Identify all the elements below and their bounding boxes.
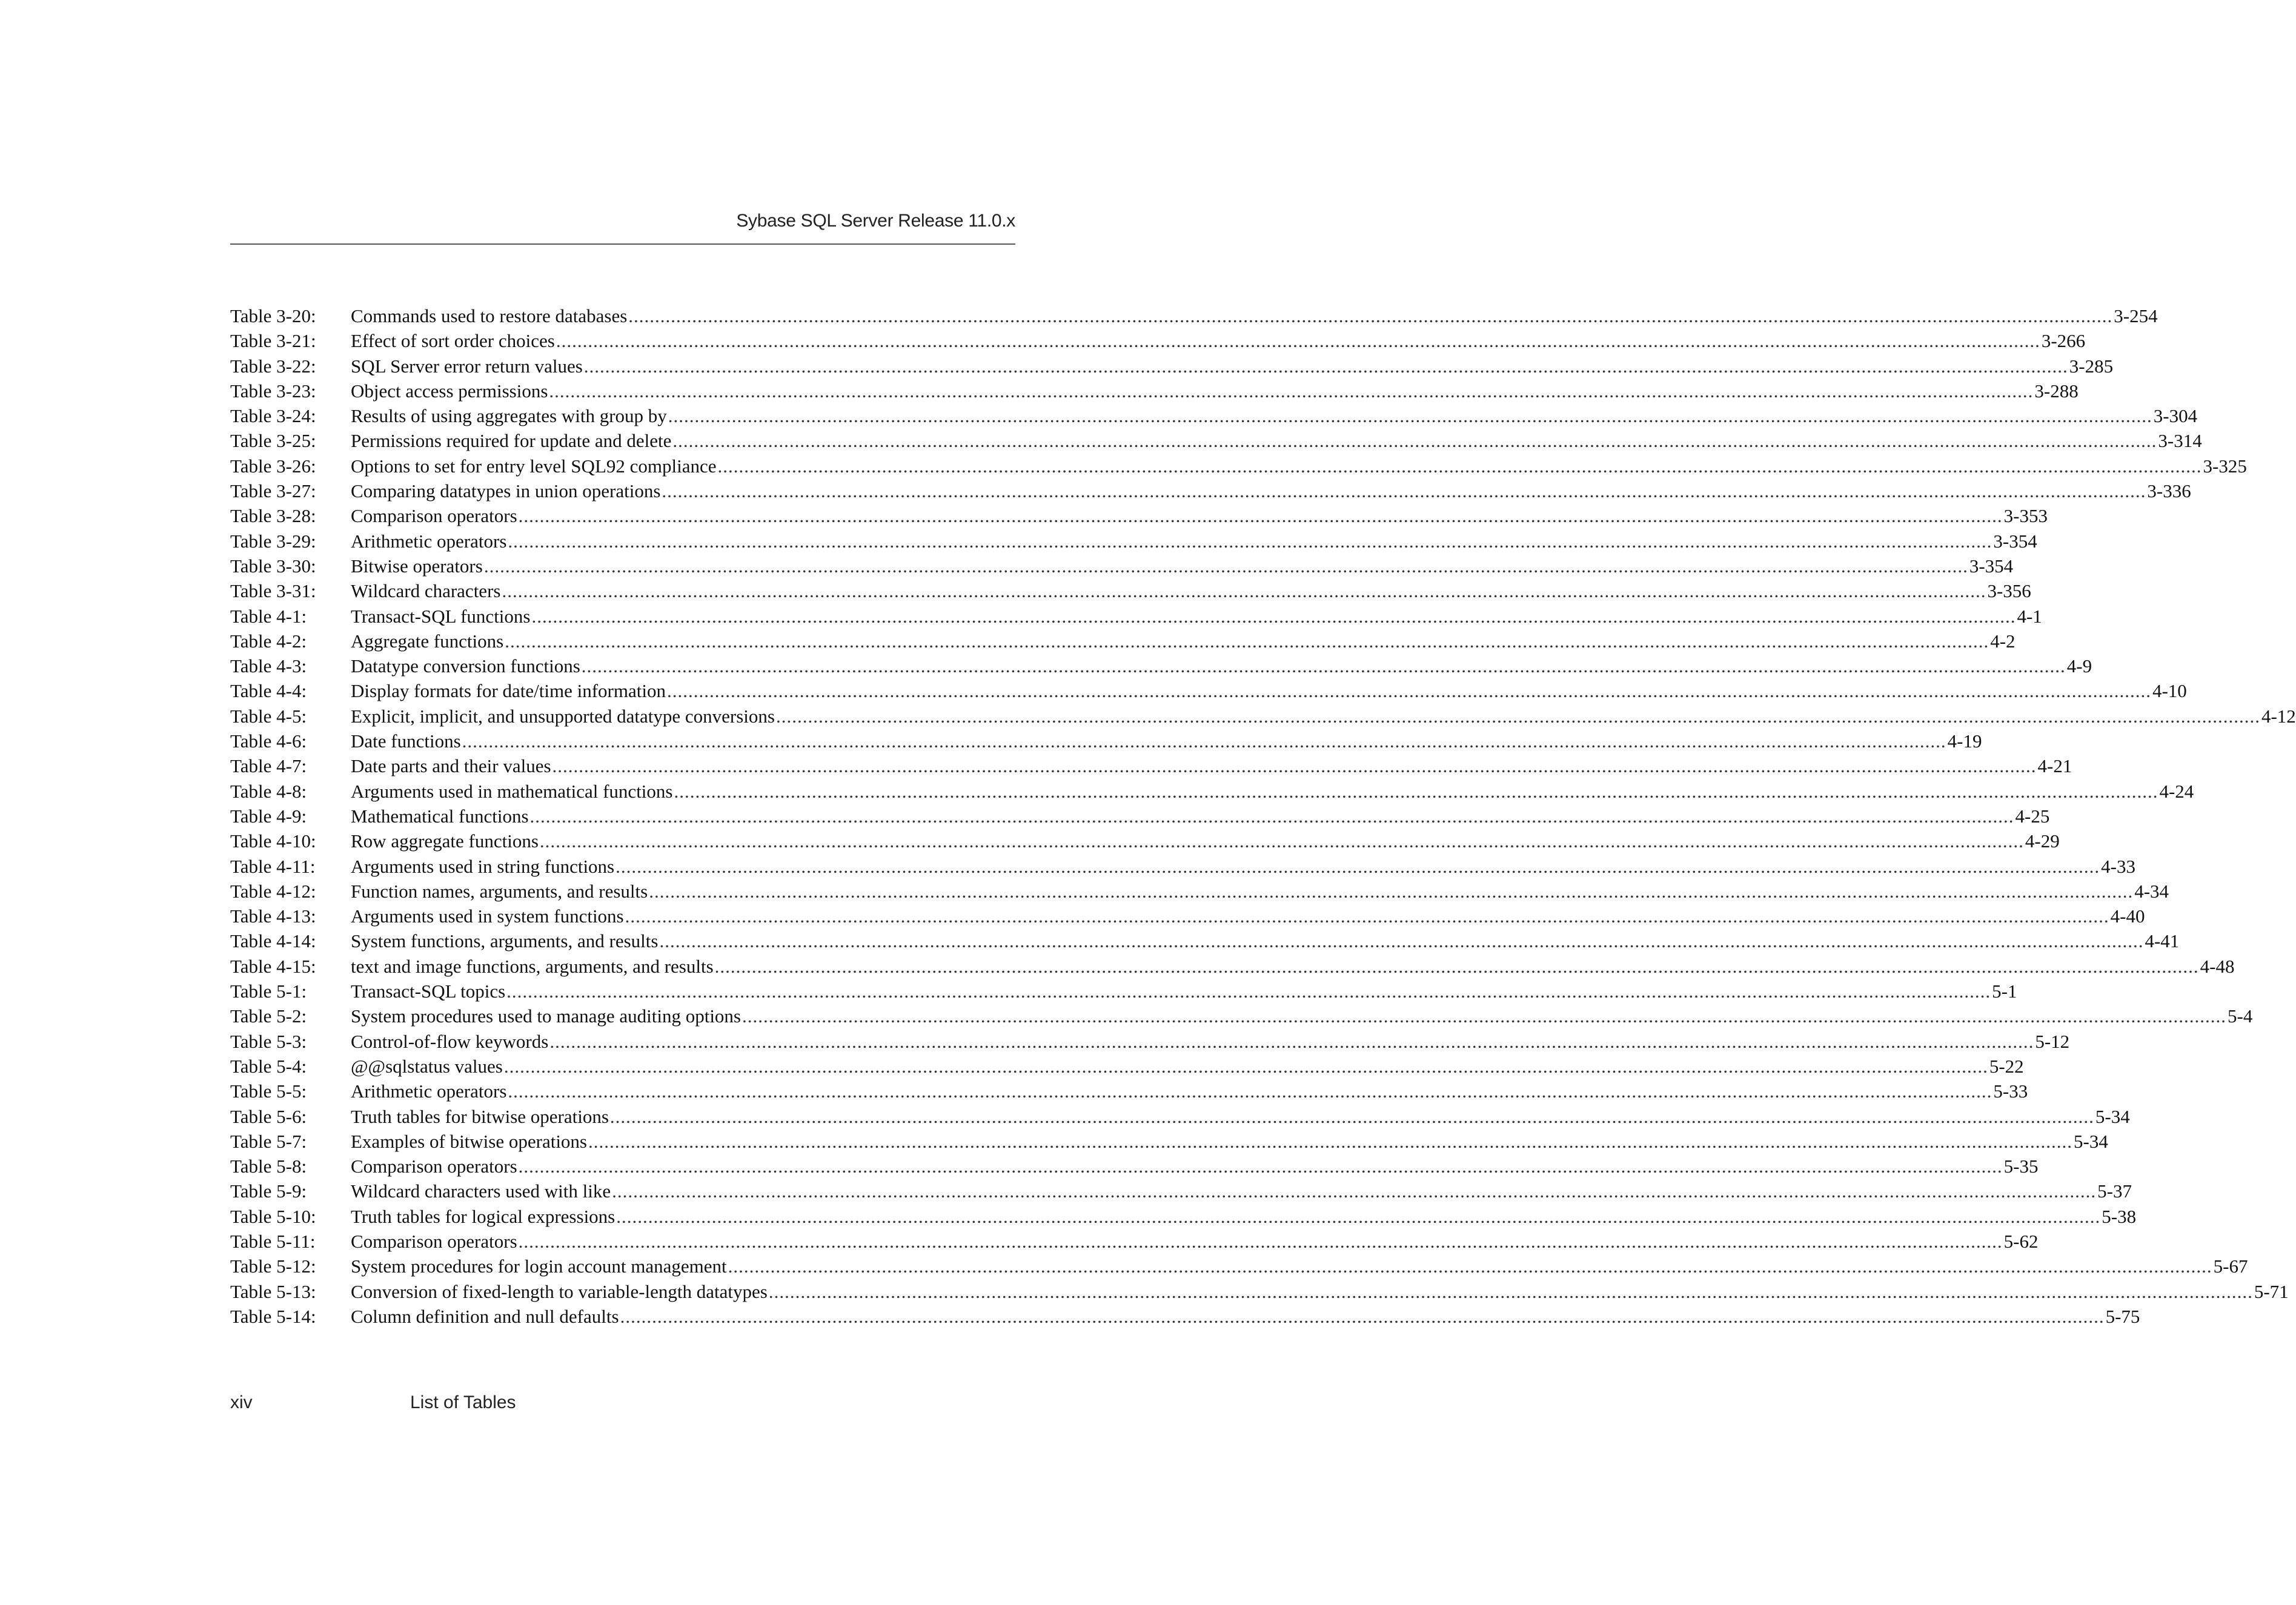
toc-entry[interactable]	[230, 604, 2042, 629]
toc-entry-title: Arguments used in system functions	[351, 905, 624, 927]
toc-entry-title: Arithmetic operators	[351, 530, 507, 552]
toc-entry-page: 3-288	[2034, 380, 2079, 402]
toc-entry-title: Control-of-flow keywords	[351, 1030, 549, 1052]
toc-entry-page: 5-67	[2213, 1256, 2248, 1277]
toc-entry-title: Arguments used in string functions	[351, 855, 615, 877]
toc-entry[interactable]	[230, 854, 2135, 879]
toc-entry-title: Row aggregate functions	[351, 830, 539, 852]
toc-entry-page: 4-34	[2134, 880, 2169, 902]
dot-leader	[649, 879, 2133, 904]
toc-entry-label: Table 5-10:	[230, 1205, 316, 1227]
dot-leader	[776, 704, 2260, 729]
dot-leader	[462, 729, 1946, 753]
dot-leader	[662, 478, 2146, 503]
toc-entry-label: Table 4-10:	[230, 830, 316, 852]
toc-entry-label: Table 3-25:	[230, 430, 316, 452]
toc-entry-page: 3-285	[2069, 355, 2114, 377]
toc-entry-title: Comparing datatypes in union operations	[351, 480, 661, 502]
toc-entry-label: Table 3-31:	[230, 580, 316, 602]
toc-entry-label: Table 4-13:	[230, 905, 316, 927]
toc-entry-title: Function names, arguments, and results	[351, 880, 648, 902]
running-header: Sybase SQL Server Release 11.0.x	[736, 211, 1015, 231]
toc-entry-title: Comparison operators	[351, 1230, 517, 1252]
toc-entry-label: Table 4-5:	[230, 705, 307, 727]
dot-leader	[668, 403, 2152, 428]
dot-leader	[530, 804, 2014, 829]
toc-entry-title: Effect of sort order choices	[351, 330, 555, 352]
toc-entry-title: System procedures for login account management	[351, 1256, 727, 1277]
toc-entry-title: Comparison operators	[351, 505, 517, 527]
dot-leader	[625, 904, 2109, 928]
toc-entry-page: 5-75	[2105, 1305, 2140, 1327]
toc-entry[interactable]	[230, 779, 2194, 804]
toc-entry-title: text and image functions, arguments, and results	[351, 955, 714, 977]
toc-entry-page: 3-314	[2158, 430, 2202, 452]
dot-leader	[616, 1204, 2100, 1229]
toc-entry-title: Wildcard characters	[351, 580, 501, 602]
toc-entry-title: Datatype conversion functions	[351, 655, 580, 677]
dot-leader	[672, 428, 2157, 453]
toc-entry-title: Truth tables for logical expressions	[351, 1205, 615, 1227]
toc-entry-title: Transact-SQL topics	[351, 981, 506, 1002]
toc-entry[interactable]	[230, 928, 2180, 953]
dot-leader	[556, 328, 2040, 353]
dot-leader	[674, 779, 2158, 804]
toc-entry[interactable]	[230, 678, 2187, 703]
toc-entry[interactable]	[230, 1104, 2130, 1129]
toc-entry-label: Table 3-30:	[230, 555, 316, 577]
toc-entry-page: 5-38	[2102, 1205, 2137, 1227]
toc-entry[interactable]	[230, 503, 2048, 528]
toc-entry-label: Table 5-5:	[230, 1080, 307, 1102]
toc-entry[interactable]	[230, 403, 2198, 428]
toc-entry-page: 5-34	[2095, 1105, 2130, 1127]
toc-entry-title: Column definition and null defaults	[351, 1305, 619, 1327]
toc-entry-title: Transact-SQL functions	[351, 605, 531, 627]
dot-leader	[667, 678, 2151, 703]
dot-leader	[620, 1304, 2105, 1329]
toc-entry-label: Table 3-21:	[230, 330, 316, 352]
header-rule	[230, 243, 1015, 245]
toc-entry-title: Explicit, implicit, and unsupported datatype conversions	[351, 705, 775, 727]
toc-entry[interactable]	[230, 979, 2017, 1004]
dot-leader	[549, 1029, 2034, 1054]
toc-entry-page: 5-33	[1993, 1080, 2028, 1102]
toc-entry-title: System functions, arguments, and results	[351, 930, 659, 952]
toc-entry-title: System procedures used to manage auditing options	[351, 1005, 741, 1027]
dot-leader	[769, 1279, 2253, 1304]
toc-entry[interactable]	[230, 1254, 2248, 1279]
toc-entry-label: Table 5-9:	[230, 1180, 307, 1202]
toc-entry-page: 5-1	[1992, 981, 2017, 1002]
toc-entry-label: Table 4-7:	[230, 755, 307, 777]
toc-entry-page: 5-12	[2035, 1030, 2070, 1052]
toc-entry-label: Table 4-6:	[230, 730, 307, 752]
toc-entry[interactable]	[230, 753, 2072, 778]
toc-entry-title: Wildcard characters used with like	[351, 1180, 611, 1202]
toc-entry-title: Comparison operators	[351, 1156, 517, 1177]
toc-entry[interactable]	[230, 454, 2247, 478]
toc-entry[interactable]	[230, 1079, 2028, 1104]
toc-entry-title: Options to set for entry level SQL92 compliance	[351, 455, 717, 477]
toc-entry-page: 3-254	[2114, 305, 2158, 326]
toc-entry-label: Table 3-20:	[230, 305, 316, 326]
toc-entry-label: Table 3-28:	[230, 505, 316, 527]
toc-entry-page: 4-10	[2152, 680, 2187, 702]
dot-leader	[540, 829, 2024, 853]
toc-entry-label: Table 3-24:	[230, 405, 316, 427]
dot-leader	[628, 303, 2112, 328]
dot-leader	[659, 928, 2143, 953]
toc-entry-page: 5-34	[2074, 1130, 2108, 1152]
dot-leader	[506, 979, 1991, 1004]
toc-entry[interactable]	[230, 1129, 2108, 1154]
toc-entry-title: Bitwise operators	[351, 555, 483, 577]
toc-entry[interactable]	[230, 428, 2202, 453]
toc-entry[interactable]	[230, 1179, 2132, 1203]
toc-entry[interactable]	[230, 729, 1982, 753]
toc-entry[interactable]	[230, 704, 2296, 729]
toc-entry-page: 4-2	[1990, 630, 2016, 652]
toc-entry-label: Table 5-12:	[230, 1256, 316, 1277]
toc-entry-page: 4-12	[2261, 705, 2296, 727]
toc-entry-page: 4-9	[2066, 655, 2092, 677]
toc-entry-page: 3-336	[2147, 480, 2191, 502]
dot-leader	[615, 854, 2100, 879]
toc-entry-title: Arguments used in mathematical functions	[351, 780, 673, 802]
toc-entry-page: 5-22	[1989, 1055, 2024, 1077]
toc-entry-title: @@sqlstatus values	[351, 1055, 503, 1077]
toc-entry-page: 4-19	[1947, 730, 1982, 752]
toc-entry-label: Table 4-8:	[230, 780, 307, 802]
dot-leader	[502, 578, 1986, 603]
toc-entry-label: Table 4-4:	[230, 680, 307, 702]
toc-entry[interactable]	[230, 1004, 2253, 1028]
toc-entry-page: 5-62	[2003, 1230, 2039, 1252]
toc-entry[interactable]	[230, 354, 2114, 379]
toc-entry[interactable]	[230, 303, 2158, 328]
toc-entry-label: Table 3-29:	[230, 530, 316, 552]
dot-leader	[582, 654, 2066, 678]
toc-entry-label: Table 5-4:	[230, 1055, 307, 1077]
footer-section-title: List of Tables	[410, 1392, 516, 1412]
toc-entry-page: 5-4	[2228, 1005, 2253, 1027]
dot-leader	[484, 554, 1968, 578]
toc-entry-page: 4-1	[2017, 605, 2042, 627]
dot-leader	[715, 954, 2199, 979]
toc-entry-label: Table 5-8:	[230, 1156, 307, 1177]
toc-entry[interactable]	[230, 578, 2031, 603]
toc-entry[interactable]	[230, 629, 2016, 654]
toc-entry-page: 3-325	[2203, 455, 2247, 477]
toc-entry-label: Table 3-27:	[230, 480, 316, 502]
toc-entry[interactable]	[230, 829, 2060, 853]
toc-entry[interactable]	[230, 1154, 2039, 1179]
toc-entry-page: 4-25	[2015, 805, 2050, 827]
toc-entry-title: Aggregate functions	[351, 630, 504, 652]
toc-entry-label: Table 4-1:	[230, 605, 307, 627]
toc-entry-page: 3-266	[2041, 330, 2086, 352]
toc-entry[interactable]	[230, 1054, 2024, 1079]
toc-entry-label: Table 4-12:	[230, 880, 316, 902]
toc-entry-label: Table 3-22:	[230, 355, 316, 377]
toc-entry-label: Table 4-9:	[230, 805, 307, 827]
dot-leader	[505, 629, 1989, 654]
dot-leader	[519, 503, 2003, 528]
dot-leader	[742, 1004, 2226, 1028]
toc-entry[interactable]	[230, 478, 2191, 503]
toc-entry[interactable]	[230, 1279, 2289, 1304]
toc-entry-label: Table 5-14:	[230, 1305, 316, 1327]
toc-entry[interactable]	[230, 554, 2014, 578]
toc-entry-title: Examples of bitwise operations	[351, 1130, 587, 1152]
toc-entry[interactable]	[230, 804, 2050, 829]
toc-entry-label: Table 4-3:	[230, 655, 307, 677]
toc-entry-title: Mathematical functions	[351, 805, 529, 827]
toc-entry[interactable]	[230, 1304, 2140, 1329]
toc-entry-page: 5-35	[2003, 1156, 2039, 1177]
toc-entry[interactable]	[230, 654, 2092, 678]
toc-entry-page: 4-48	[2200, 955, 2235, 977]
dot-leader	[610, 1104, 2094, 1129]
toc-entry-page: 4-24	[2159, 780, 2194, 802]
dot-leader	[508, 1079, 1992, 1104]
toc-entry-label: Table 5-6:	[230, 1105, 307, 1127]
toc-entry-label: Table 5-11:	[230, 1230, 316, 1252]
toc-entry[interactable]	[230, 1229, 2039, 1254]
toc-entry-title: Date functions	[351, 730, 461, 752]
dot-leader	[508, 529, 1992, 554]
toc-entry-page: 3-356	[1987, 580, 2031, 602]
toc-entry-page: 4-40	[2110, 905, 2145, 927]
dot-leader	[728, 1254, 2212, 1279]
toc-entry-title: Results of using aggregates with group by	[351, 405, 667, 427]
dot-leader	[504, 1054, 1988, 1079]
toc-entry[interactable]	[230, 328, 2086, 353]
toc-entry-label: Table 4-15:	[230, 955, 316, 977]
toc-entry-label: Table 5-3:	[230, 1030, 307, 1052]
toc-entry[interactable]	[230, 1029, 2070, 1054]
toc-entry-label: Table 3-23:	[230, 380, 316, 402]
dot-leader	[519, 1154, 2003, 1179]
toc-entry-page: 3-353	[2003, 505, 2048, 527]
toc-entry-page: 3-354	[1969, 555, 2014, 577]
toc-entry[interactable]	[230, 879, 2169, 904]
toc-entry-label: Table 4-14:	[230, 930, 316, 952]
toc-entry-label: Table 5-2:	[230, 1005, 307, 1027]
toc-entry-title: Date parts and their values	[351, 755, 551, 777]
dot-leader	[552, 753, 2037, 778]
toc-entry[interactable]	[230, 379, 2079, 403]
toc-entry-label: Table 5-7:	[230, 1130, 307, 1152]
toc-entry-title: Display formats for date/time information	[351, 680, 666, 702]
toc-entry-title: Arithmetic operators	[351, 1080, 507, 1102]
toc-entry-page: 4-21	[2037, 755, 2072, 777]
toc-entry[interactable]	[230, 529, 2037, 554]
dot-leader	[718, 454, 2202, 478]
dot-leader	[584, 354, 2068, 379]
toc-entry-title: SQL Server error return values	[351, 355, 583, 377]
toc-entry-page: 5-37	[2097, 1180, 2132, 1202]
dot-leader	[588, 1129, 2072, 1154]
toc-entry-page: 3-304	[2153, 405, 2198, 427]
toc-entry-page: 4-41	[2145, 930, 2180, 952]
toc-entry-label: Table 5-1:	[230, 981, 307, 1002]
toc-entry-label: Table 5-13:	[230, 1280, 316, 1302]
toc-entry[interactable]	[230, 954, 2235, 979]
toc-entry-title: Commands used to restore databases	[351, 305, 628, 326]
toc-entry-title: Truth tables for bitwise operations	[351, 1105, 609, 1127]
toc-entry-label: Table 4-11:	[230, 855, 316, 877]
toc-entry[interactable]	[230, 1204, 2137, 1229]
toc-entry[interactable]	[230, 904, 2145, 928]
toc-entry-title: Conversion of fixed-length to variable-length datatypes	[351, 1280, 768, 1302]
dot-leader	[531, 604, 2016, 629]
list-of-tables	[230, 303, 2296, 1329]
toc-entry-title: Permissions required for update and delete	[351, 430, 672, 452]
toc-entry-title: Object access permissions	[351, 380, 548, 402]
toc-entry-label: Table 3-26:	[230, 455, 316, 477]
dot-leader	[549, 379, 2033, 403]
toc-entry-page: 3-354	[1993, 530, 2037, 552]
toc-entry-page: 4-33	[2101, 855, 2135, 877]
toc-entry-page: 4-29	[2025, 830, 2060, 852]
toc-entry-page: 5-71	[2254, 1280, 2289, 1302]
toc-entry-label: Table 4-2:	[230, 630, 307, 652]
footer-page-number: xiv	[230, 1392, 253, 1412]
dot-leader	[612, 1179, 2096, 1203]
dot-leader	[519, 1229, 2003, 1254]
